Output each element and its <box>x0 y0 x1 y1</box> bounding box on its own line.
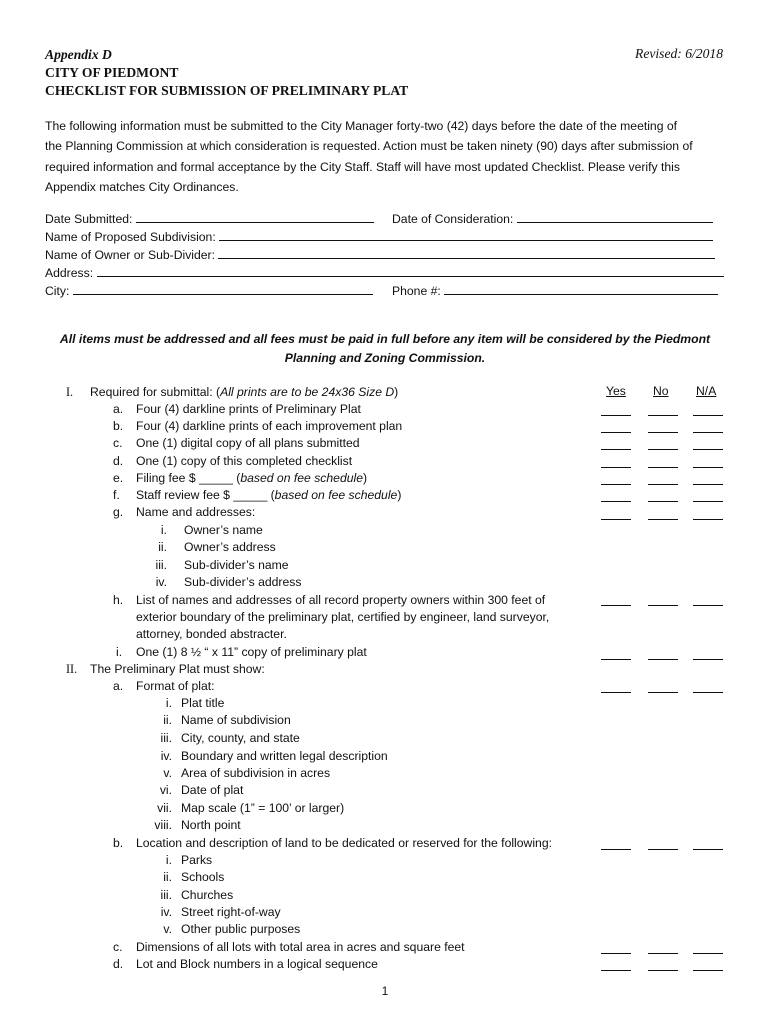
intro-line: the Planning Commission at which consideration is requested. Action must be taken ninety (90) days after submission of <box>45 139 693 154</box>
answer-blank-no-1c[interactable] <box>648 449 678 450</box>
city-field[interactable] <box>45 282 373 300</box>
review-fee-end: ) <box>397 488 402 502</box>
answer-blank-no-1e[interactable] <box>648 484 678 485</box>
answer-blank-yes-1i[interactable] <box>601 659 631 660</box>
answer-blank-na-1b[interactable] <box>693 432 723 433</box>
item-2b-iv-text: Street right-of-way <box>181 905 281 919</box>
owner-name-label: Name of Owner or Sub-Divider: <box>45 248 216 262</box>
answer-blank-na-1i[interactable] <box>693 659 723 660</box>
item-1f-text <box>136 487 401 504</box>
filing-fee-label: Filing fee $ _____ ( <box>136 471 241 485</box>
item-2a-vii-num: vii. <box>157 801 172 815</box>
item-2b-v-text: Other public purposes <box>181 922 301 936</box>
subdivision-name-label: Name of Proposed Subdivision: <box>45 230 216 244</box>
answer-blank-yes-1f[interactable] <box>601 501 631 502</box>
item-2a-ii-text: Name of subdivision <box>181 713 291 727</box>
subdivision-name-line[interactable] <box>219 229 713 241</box>
item-2a-vi-text: Date of plat <box>181 783 244 797</box>
city-label: City: <box>45 284 70 298</box>
filing-fee-end: ) <box>363 471 368 485</box>
answer-blank-no-1f[interactable] <box>648 501 678 502</box>
answer-blank-na-2c[interactable] <box>693 953 723 954</box>
revised-date: Revised: 6/2018 <box>635 46 723 61</box>
section-1-label-note: All prints are to be 24x36 Size D <box>220 385 395 399</box>
section-1-label: Required for submittal: ( <box>90 385 221 399</box>
notice-line: Planning and Zoning Commission. <box>284 351 486 365</box>
date-submitted-label: Date Submitted: <box>45 212 133 226</box>
column-na: N/A <box>696 384 717 398</box>
item-2a-ii-num: ii. <box>163 713 172 727</box>
item-2b-iii-text: Churches <box>181 888 234 902</box>
item-2a-i-num: i. <box>165 696 172 710</box>
item-1h-line-3: attorney, bonded abstracter. <box>136 627 287 641</box>
answer-blank-no-1b[interactable] <box>648 432 678 433</box>
answer-blank-no-2a[interactable] <box>648 692 678 693</box>
answer-blank-yes-1d[interactable] <box>601 467 631 468</box>
item-2d <box>113 956 123 973</box>
answer-blank-no-2b[interactable] <box>648 849 678 850</box>
answer-blank-na-2b[interactable] <box>693 849 723 850</box>
item-2a-iv-text: Boundary and written legal description <box>181 749 388 763</box>
item-2a-v-text: Area of subdivision in acres <box>181 766 331 780</box>
answer-blank-yes-1e[interactable] <box>601 484 631 485</box>
item-number: h. <box>113 593 124 607</box>
answer-blank-yes-1g[interactable] <box>601 519 631 520</box>
appendix-label: Appendix D <box>45 47 112 62</box>
item-2b-text: Location and description of land to be dedicated or reserved for the following: <box>136 836 552 850</box>
item-2a-v-num: v. <box>163 766 172 780</box>
item-2b-iii-num: iii. <box>160 888 172 902</box>
intro-paragraph <box>45 116 725 197</box>
item-1g-text: Name and addresses: <box>136 505 256 519</box>
answer-blank-no-1d[interactable] <box>648 467 678 468</box>
item-1g-i-num: i. <box>160 523 167 537</box>
item-2b-i-num: i. <box>165 853 172 867</box>
answer-blank-na-1c[interactable] <box>693 449 723 450</box>
item-2b-i-text: Parks <box>181 853 213 867</box>
item-2c-text: Dimensions of all lots with total area in acres and square feet <box>136 940 465 954</box>
owner-name-field[interactable] <box>45 246 715 264</box>
item-1c-text: One (1) digital copy of all plans submitted <box>136 436 360 450</box>
intro-line: The following information must be submitted to the City Manager forty-two (42) days before the date of the meeting of <box>45 119 678 133</box>
answer-blank-no-1g[interactable] <box>648 519 678 520</box>
section-1-heading <box>90 384 398 401</box>
item-number: a. <box>113 679 124 693</box>
item-1a <box>113 401 123 418</box>
answer-blank-yes-2c[interactable] <box>601 953 631 954</box>
answer-blank-yes-1c[interactable] <box>601 449 631 450</box>
section-2-numeral: II. <box>66 662 78 676</box>
answer-blank-na-1f[interactable] <box>693 501 723 502</box>
answer-blank-yes-1b[interactable] <box>601 432 631 433</box>
subdivision-name-field[interactable] <box>45 228 713 246</box>
review-fee-note: based on fee schedule <box>274 488 398 502</box>
item-2a-iv-num: iv. <box>160 749 172 763</box>
column-no: No <box>653 384 669 398</box>
item-1d-text: One (1) copy of this completed checklist <box>136 454 353 468</box>
answer-blank-na-1e[interactable] <box>693 484 723 485</box>
answer-blank-no-1h[interactable] <box>648 605 678 606</box>
item-1g-iv-text: Sub-divider’s address <box>184 575 302 589</box>
address-label: Address: <box>45 266 94 280</box>
item-number: a. <box>113 402 124 416</box>
answer-blank-no-2d[interactable] <box>648 970 678 971</box>
address-line[interactable] <box>97 265 724 277</box>
answer-blank-yes-1h[interactable] <box>601 605 631 606</box>
date-submitted-field[interactable] <box>45 210 374 228</box>
item-2a-iii-num: iii. <box>160 731 172 745</box>
item-1g <box>113 504 123 521</box>
date-consideration-field[interactable] <box>392 210 713 228</box>
answer-blank-na-1h[interactable] <box>693 605 723 606</box>
item-1g-ii-num: ii. <box>158 540 167 554</box>
item-2b <box>113 835 123 852</box>
answer-blank-yes-1a[interactable] <box>601 415 631 416</box>
item-1i-text: One (1) 8 ½ “ x 11” copy of preliminary plat <box>136 645 367 659</box>
item-2a-iii-text: City, county, and state <box>181 731 300 745</box>
document-title: CHECKLIST FOR SUBMISSION OF PRELIMINARY PLAT <box>45 83 409 98</box>
item-number: i. <box>116 645 123 659</box>
item-1b-text: Four (4) darkline prints of each improvement plan <box>136 419 403 433</box>
city-line[interactable] <box>73 283 373 295</box>
item-2a-viii-num: viii. <box>154 818 172 832</box>
item-1g-iii-num: iii. <box>155 558 167 572</box>
owner-name-line[interactable] <box>218 247 715 259</box>
answer-blank-no-2c[interactable] <box>648 953 678 954</box>
item-number: g. <box>113 505 124 519</box>
item-1g-ii-text: Owner’s address <box>184 540 276 554</box>
item-2c <box>113 939 122 956</box>
answer-blank-na-2a[interactable] <box>693 692 723 693</box>
answer-blank-na-1g[interactable] <box>693 519 723 520</box>
phone-field[interactable] <box>392 282 718 300</box>
item-1h-line-2: exterior boundary of the preliminary plat, certified by engineer, land surveyor, <box>136 610 550 624</box>
notice-line: All items must be addressed and all fees must be paid in full before any item will be considered by the Piedmont <box>59 332 711 346</box>
item-number: d. <box>113 454 124 468</box>
item-1e-text <box>136 470 367 487</box>
answer-blank-na-1d[interactable] <box>693 467 723 468</box>
item-2a-viii-text: North point <box>181 818 241 832</box>
item-1c <box>113 435 122 452</box>
item-2a-vii-text: Map scale (1” = 100’ or larger) <box>181 801 345 815</box>
item-1d <box>113 453 123 470</box>
item-2b-v-num: v. <box>163 922 172 936</box>
answer-blank-no-1i[interactable] <box>648 659 678 660</box>
item-1h-line-1: List of names and addresses of all record property owners within 300 feet of <box>136 593 546 607</box>
item-number: e. <box>113 471 124 485</box>
date-submitted-line[interactable] <box>136 211 374 223</box>
item-number: b. <box>113 836 124 850</box>
page-number: 1 <box>381 984 389 998</box>
item-1e <box>113 470 123 487</box>
review-fee-label: Staff review fee $ _____ ( <box>136 488 275 502</box>
date-consideration-line[interactable] <box>517 211 713 223</box>
intro-line: Appendix matches City Ordinances. <box>45 179 239 194</box>
item-2a-i-text: Plat title <box>181 696 225 710</box>
item-1i <box>116 644 122 661</box>
item-2b-ii-text: Schools <box>181 870 225 884</box>
item-2b-iv-num: iv. <box>160 905 172 919</box>
item-2a <box>113 678 123 695</box>
section-2-heading: The Preliminary Plat must show: <box>90 662 265 676</box>
date-consideration-label: Date of Consideration: <box>392 212 514 226</box>
item-1a-text: Four (4) darkline prints of Preliminary Plat <box>136 402 361 416</box>
answer-blank-yes-2d[interactable] <box>601 970 631 971</box>
item-2b-ii-num: ii. <box>163 870 172 884</box>
item-number: b. <box>113 419 124 433</box>
address-field[interactable] <box>45 264 724 282</box>
item-1g-i-text: Owner’s name <box>184 523 263 537</box>
item-number: d. <box>113 957 124 971</box>
item-1h <box>113 592 123 609</box>
item-1g-iv-num: iv. <box>155 575 167 589</box>
phone-label: Phone #: <box>392 284 441 298</box>
section-1-numeral: I. <box>66 385 74 399</box>
answer-blank-na-1a[interactable] <box>693 415 723 416</box>
item-1f <box>113 487 120 504</box>
filing-fee-note: based on fee schedule <box>240 471 363 485</box>
answer-blank-na-2d[interactable] <box>693 970 723 971</box>
document-header <box>45 46 408 100</box>
item-number: c. <box>113 940 123 954</box>
item-number: f. <box>113 488 120 502</box>
item-2a-text: Format of plat: <box>136 679 215 693</box>
city-name: CITY OF PIEDMONT <box>45 65 179 80</box>
intro-line: required information and formal acceptance by the City Staff. Staff will have most updated Checklist. Please verify this <box>45 159 680 174</box>
section-1-label-end: ) <box>394 385 399 399</box>
item-1b <box>113 418 123 435</box>
answer-blank-no-1a[interactable] <box>648 415 678 416</box>
item-2a-vi-num: vi. <box>159 783 172 797</box>
answer-blank-yes-2a[interactable] <box>601 692 631 693</box>
column-yes: Yes <box>606 384 626 398</box>
answer-blank-yes-2b[interactable] <box>601 849 631 850</box>
item-number: c. <box>113 436 123 450</box>
item-2d-text: Lot and Block numbers in a logical sequence <box>136 957 378 971</box>
phone-line[interactable] <box>444 283 718 295</box>
item-1g-iii-text: Sub-divider’s name <box>184 558 289 572</box>
fees-notice <box>45 330 725 368</box>
